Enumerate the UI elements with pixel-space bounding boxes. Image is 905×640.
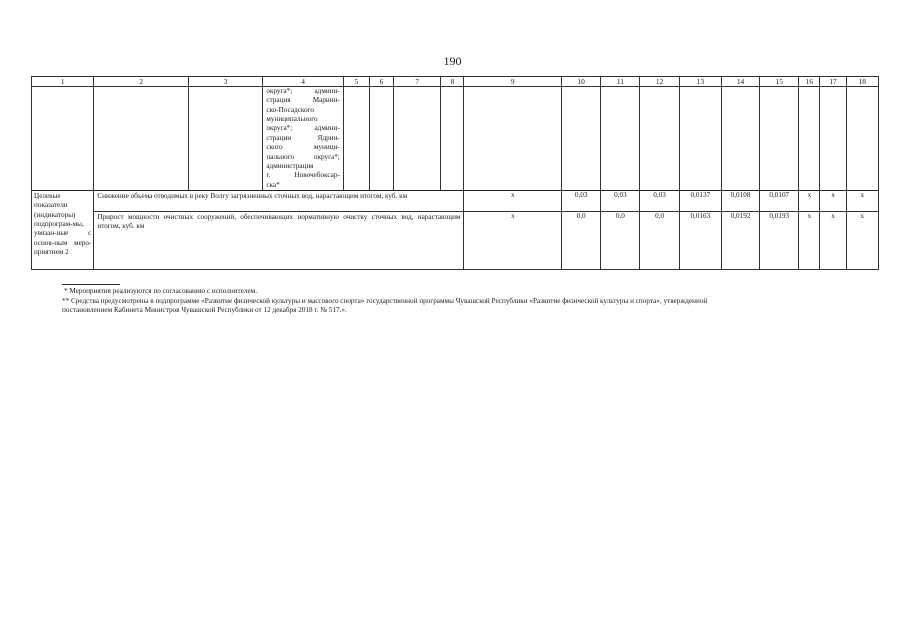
indicator-row [32, 211, 879, 269]
column-header: 15 [760, 77, 799, 87]
indicator-value: x [799, 211, 820, 269]
indicator-value: 0,0 [640, 211, 679, 269]
indicator-value: x [464, 211, 562, 269]
executor-line: пального округа*; [266, 152, 340, 161]
footnote-1: * Мероприятия реализуются по согласованию с исполнителем. [64, 287, 257, 295]
indicator-value: 0,0 [601, 211, 640, 269]
column-header: 11 [601, 77, 640, 87]
column-header: 9 [464, 77, 562, 87]
header-row [32, 77, 879, 87]
column-header: 14 [721, 77, 759, 87]
executor-line: администрация [266, 161, 314, 170]
column-header: 18 [846, 77, 878, 87]
executor-line: страции Ядрин- [266, 133, 340, 142]
indicator-value: 0,0193 [760, 211, 799, 269]
executor-line: муниципального [266, 115, 318, 124]
footnote-divider [62, 284, 120, 285]
indicator-value: x [820, 190, 846, 211]
footnotes [62, 284, 872, 316]
indicator-value: x [846, 190, 878, 211]
column-header: 1 [32, 77, 94, 87]
executor-line: ска* [266, 180, 280, 189]
indicator-value: 0,0107 [760, 190, 799, 211]
indicator-value: x [820, 211, 846, 269]
indicator-value: 0,0192 [721, 211, 759, 269]
page-number: 190 [443, 54, 462, 68]
indicator-value: 0,03 [640, 190, 679, 211]
column-header: 8 [441, 77, 464, 87]
indicator-value: 0,0163 [679, 211, 721, 269]
column-header: 12 [640, 77, 679, 87]
executors-cell [263, 87, 343, 191]
continuation-row [32, 87, 879, 191]
indicator-value: 0,0 [562, 211, 601, 269]
indicator-value: 0,0137 [679, 190, 721, 211]
indicator-text: Прирост мощности очистных сооружений, обеспечивающих нормативную очистку сточных вод, нарастающим итогом, куб. км [94, 211, 464, 269]
indicator-value: x [846, 211, 878, 269]
column-header: 4 [263, 77, 343, 87]
footnote-2-line-2: постановлением Кабинета Министров Чувашской Республики от 12 декабря 2018 г. № 517.». [62, 306, 347, 315]
column-header: 7 [394, 77, 441, 87]
executor-line: округа*; админи- [266, 87, 340, 95]
target-indicators-label: Целевые показатели (индикаторы) подпрограм-мы, увязан-ные с основ-ным меро-приятием 2 [32, 190, 94, 269]
column-header: 3 [188, 77, 262, 87]
column-header: 2 [94, 77, 189, 87]
indicator-value: 0,03 [601, 190, 640, 211]
indicator-text: Снижение объема отводимых в реку Волгу загрязненных сточных вод, нарастающим итогом, куб. км [94, 190, 464, 211]
column-header: 17 [820, 77, 846, 87]
executor-line: округа*; админи- [266, 124, 340, 133]
column-header: 6 [369, 77, 393, 87]
program-table [31, 76, 879, 270]
indicator-value: 0,0108 [721, 190, 759, 211]
indicator-value: x [464, 190, 562, 211]
indicator-value: 0,03 [562, 190, 601, 211]
indicator-value: x [799, 190, 820, 211]
column-header: 10 [562, 77, 601, 87]
column-header: 13 [679, 77, 721, 87]
executor-line: ского муници- [266, 143, 340, 152]
indicator-row [32, 190, 879, 211]
executor-line: ско-Посадского [266, 105, 315, 114]
footnote-2-line-1: ** Средства предусмотрены в подпрограмме «Развитие физической культуры и массового спорта» государственной программы Чувашской Республики «Развитие физической культуры и спорта», утвержденной [62, 296, 708, 305]
executor-line: г. Новочебоксар- [266, 171, 340, 180]
column-header: 5 [343, 77, 369, 87]
executor-line: страция Мариин- [266, 96, 340, 105]
column-header: 16 [799, 77, 820, 87]
